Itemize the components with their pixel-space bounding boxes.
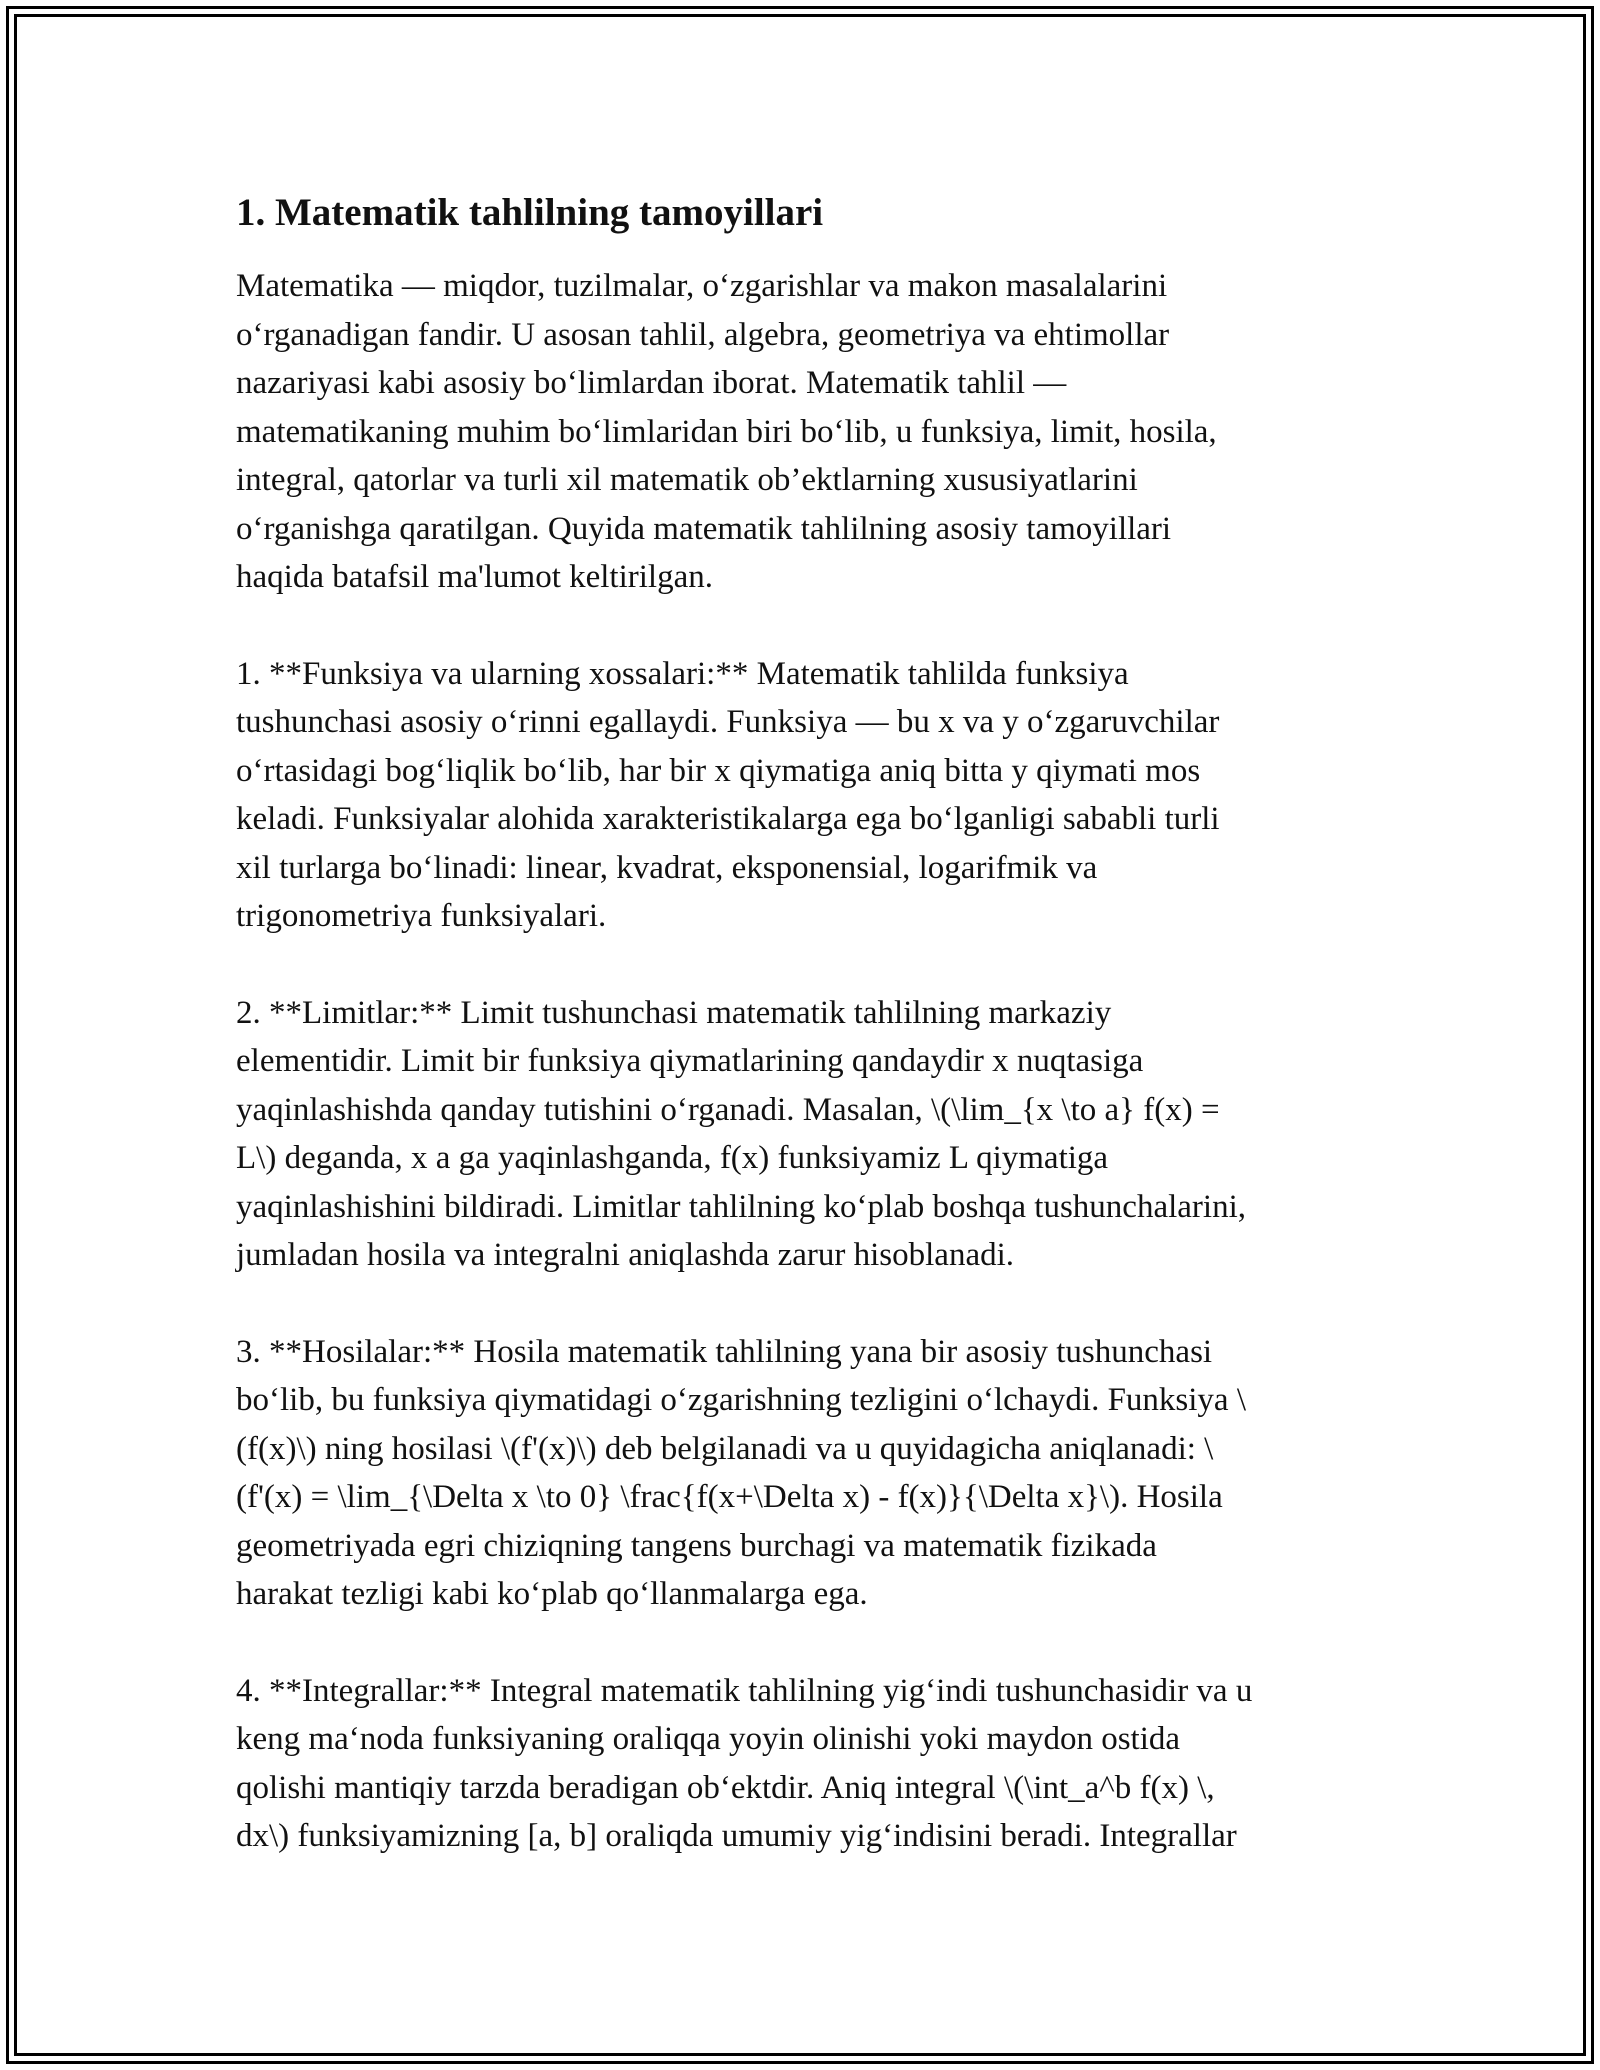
text-line: integral, qatorlar va turli xil matematik ob’ektlarning xususiyatlarini (236, 462, 1138, 498)
intro-paragraph (236, 262, 1366, 602)
text-line: jumladan hosila va integralni aniqlashda zarur hisoblanadi. (236, 1237, 1015, 1273)
text-line: qolishi mantiqiy tarzda beradigan ob‘ektdir. Aniq integral \(\int_a^b f(x) \, (236, 1769, 1215, 1806)
text-line: o‘rtasidagi bog‘liqlik bo‘lib, har bir x qiymatiga aniq bitta y qiymati mos (236, 752, 1201, 789)
text-line: (f(x)\) ning hosilasi \(f'(x)\) deb belgilanadi va u quyidagicha aniqlanadi: \ (236, 1430, 1214, 1467)
text-line: bo‘lib, bu funksiya qiymatidagi o‘zgarishning tezligini o‘lchaydi. Funksiya \ (236, 1382, 1246, 1418)
integrals-paragraph (236, 1667, 1366, 1861)
text-line: (f'(x) = \lim_{\Delta x \to 0} \frac{f(x+\Delta x) - f(x)}{\Delta x}\). Hosila (236, 1479, 1223, 1515)
text-line: L\) deganda, x a ga yaqinlashganda, f(x) funksiyamiz L qiymatiga (236, 1140, 1109, 1176)
text-line: keng ma‘noda funksiyaning oraliqqa yoyin olinishi yoki maydon ostida (236, 1721, 1181, 1757)
text-line: keladi. Funksiyalar alohida xarakteristikalarga ega bo‘lganligi sababli turli (236, 801, 1220, 837)
limits-paragraph (236, 989, 1366, 1280)
text-line: matematikaning muhim bo‘limlaridan biri bo‘lib, u funksiya, limit, hosila, (236, 413, 1217, 450)
text-line: yaqinlashishini bildiradi. Limitlar tahlilning ko‘plab boshqa tushunchalarini, (236, 1188, 1246, 1225)
text-line: harakat tezligi kabi ko‘plab qo‘llanmalarga ega. (236, 1576, 868, 1612)
text-line: 4. **Integrallar:** Integral matematik tahlilning yig‘indi tushunchasidir va u (236, 1672, 1253, 1709)
text-line: 1. **Funksiya va ularning xossalari:** Matematik tahlilda funksiya (236, 655, 1129, 692)
text-line: nazariyasi kabi asosiy bo‘limlardan iborat. Matematik tahlil — (236, 365, 1067, 401)
text-line: yaqinlashishda qanday tutishini o‘rganadi. Masalan, \(\lim_{x \to a} f(x) = (236, 1091, 1220, 1128)
text-line: o‘rganishga qaratilgan. Quyida matematik tahlilning asosiy tamoyillari (236, 510, 1172, 547)
text-line: xil turlarga bo‘linadi: linear, kvadrat, eksponensial, logarifmik va (236, 849, 1098, 886)
text-line: trigonometriya funksiyalari. (236, 898, 607, 934)
text-line: Matematika — miqdor, tuzilmalar, o‘zgarishlar va makon masalalarini (236, 268, 1168, 304)
text-line: geometriyada egri chiziqning tangens burchagi va matematik fizikada (236, 1527, 1157, 1564)
text-line: 2. **Limitlar:** Limit tushunchasi matematik tahlilning markaziy (236, 994, 1112, 1031)
functions-paragraph (236, 650, 1366, 941)
derivatives-paragraph (236, 1328, 1366, 1619)
text-line: 3. **Hosilalar:** Hosila matematik tahlilning yana bir asosiy tushunchasi (236, 1333, 1213, 1370)
section-title: 1. Matematik tahlilning tamoyillari (236, 191, 824, 234)
text-line: tushunchasi asosiy o‘rinni egallaydi. Funksiya — bu x va y o‘zgaruvchilar (236, 704, 1220, 740)
text-line: elementidir. Limit bir funksiya qiymatlarining qandaydir x nuqtasiga (236, 1043, 1144, 1079)
text-line: dx\) funksiyamizning [a, b] oraliqda umumiy yig‘indisini beradi. Integrallar (236, 1818, 1237, 1854)
document-body (236, 188, 1366, 1861)
text-line: haqida batafsil ma'lumot keltirilgan. (236, 559, 713, 595)
text-line: o‘rganadigan fandir. U asosan tahlil, algebra, geometriya va ehtimollar (236, 316, 1170, 353)
